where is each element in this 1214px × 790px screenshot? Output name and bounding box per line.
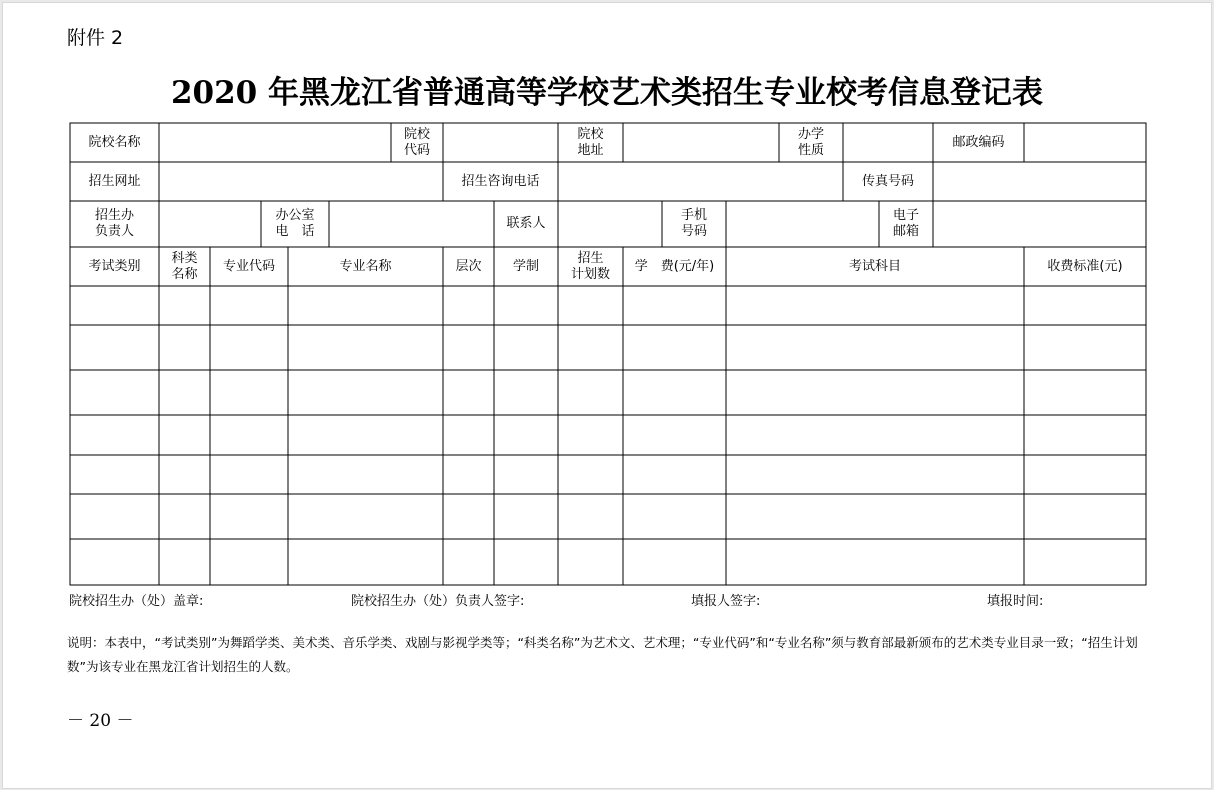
contact-field[interactable]: [558, 201, 662, 247]
col-header-level: 层次: [455, 258, 482, 274]
contact-label: 联系人: [506, 216, 546, 231]
email-field[interactable]: [933, 201, 1146, 247]
office-head-field[interactable]: [159, 201, 261, 247]
school-address-label: 院校 地址: [577, 126, 604, 158]
fax-field[interactable]: [933, 162, 1146, 201]
fill-time-label: 填报时间:: [987, 594, 1044, 609]
postal-code-field[interactable]: [1024, 123, 1146, 162]
col-header-subject-type: 科类 名称: [171, 250, 198, 282]
col-header-tuition: 学 费(元/年): [634, 258, 715, 274]
document-page: [2, 2, 1212, 789]
office-phone-label: 办公室 电 话: [275, 208, 315, 239]
mobile-label: 手机 号码: [680, 208, 707, 239]
col-header-plan-count: 招生 计划数: [570, 250, 610, 282]
col-header-duration: 学制: [512, 258, 539, 274]
consult-phone-field[interactable]: [558, 162, 843, 201]
office-head-label: 招生办 负责人: [94, 208, 134, 239]
form-table-grid: [3, 3, 1211, 603]
school-nature-label: 办学 性质: [797, 126, 824, 158]
school-address-field[interactable]: [623, 123, 779, 162]
school-code-label: 院校 代码: [403, 126, 430, 158]
attachment-label: 附件 2: [67, 27, 124, 49]
postal-code-label: 邮政编码: [952, 134, 1005, 150]
mobile-field[interactable]: [726, 201, 879, 247]
seal-label: 院校招生办（处）盖章:: [69, 594, 204, 609]
email-label: 电子 邮箱: [892, 208, 919, 239]
school-name-field[interactable]: [159, 123, 391, 162]
head-signature-label: 院校招生办（处）负责人签字:: [351, 594, 525, 609]
office-phone-field[interactable]: [329, 201, 494, 247]
school-nature-field[interactable]: [843, 123, 933, 162]
col-header-major-code: 专业代码: [222, 258, 275, 274]
consult-phone-label: 招生咨询电话: [461, 173, 540, 189]
fax-label: 传真号码: [861, 173, 914, 189]
filler-signature-label: 填报人签字:: [691, 594, 761, 609]
col-header-major-name: 专业名称: [339, 258, 392, 274]
school-name-label: 院校名称: [88, 134, 141, 150]
website-label: 招生网址: [88, 173, 141, 189]
website-field[interactable]: [159, 162, 443, 201]
col-header-exam-category: 考试类别: [88, 258, 141, 274]
col-header-exam-subjects: 考试科目: [848, 258, 901, 274]
page-number: － 20 －: [67, 711, 134, 731]
explanatory-note: 说明：本表中，“考试类别”为舞蹈学类、美术类、音乐学类、戏剧与影视学类等；“科类名称”为艺术文、艺术理；“专业代码”和“专业名称”须与教育部最新颁布的艺术类专业目录一致；“招生计划数”为该专业在黑龙江省计划招生的人数。: [67, 635, 1138, 674]
col-header-fee-standard: 收费标准(元): [1047, 258, 1123, 274]
page-title: 2020 年黑龙江省普通高等学校艺术类招生专业校考信息登记表: [170, 75, 1044, 111]
school-code-field[interactable]: [443, 123, 558, 162]
